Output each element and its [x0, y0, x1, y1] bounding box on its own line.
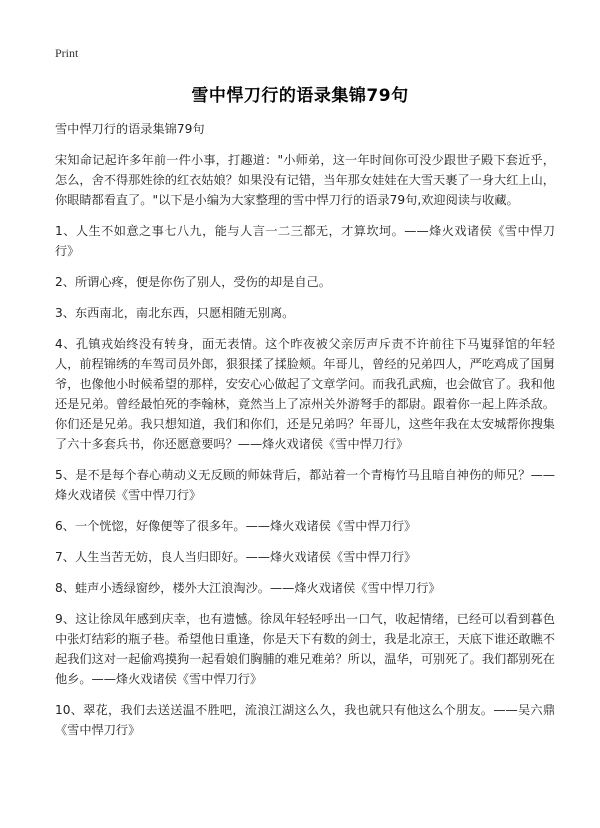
quote-item — [55, 547, 555, 567]
quote-item — [55, 609, 555, 689]
quote-number: 9、 — [55, 612, 76, 626]
quote-text: 所谓心疼，便是你伤了别人，受伤的却是自己。 — [74, 275, 331, 289]
quote-number: 7、 — [55, 550, 75, 564]
quote-item — [55, 700, 555, 740]
page-title: 雪中悍刀行的语录集锦79句 — [191, 86, 409, 106]
article-subtitle: 雪中悍刀行的语录集锦79句 — [55, 122, 205, 136]
article-body — [55, 119, 555, 751]
quote-number: 2、 — [55, 275, 75, 289]
quote-number: 6、 — [55, 519, 75, 533]
quote-text: 这让徐凤年感到庆幸，也有遗憾。徐凤年轻轻呼出一口气，收起情绪，已经可以看到暮色中张灯结彩的瓶子巷。希望他日重逢，你是天下有数的剑士，我是北凉王，天底下谁还敢瞧不起我们这对一起偷鸡摸狗一起看娘们胸脯的难兄难弟？所以，温华，可别死了。我们都别死在他乡。——烽火戏诸侯《雪中悍刀行》 — [55, 612, 555, 686]
quote-number: 3、 — [55, 306, 75, 320]
quote-item — [55, 578, 555, 598]
quote-text: 翠花，我们去送送温不胜吧，流浪江湖这么久，我也就只有他这么个朋友。——吴六鼎《雪中悍刀行》 — [55, 703, 556, 737]
quote-number: 4、 — [55, 337, 76, 351]
quote-text: 人生当苦无妨，良人当归即好。——烽火戏诸侯《雪中悍刀行》 — [74, 550, 417, 564]
quote-text: 是不是每个春心萌动义无反顾的师妹背后，都站着一个青梅竹马且暗自神伤的师兄？——烽火戏诸侯《雪中悍刀行》 — [55, 468, 555, 502]
print-label[interactable]: Print — [55, 46, 79, 60]
quote-number: 5、 — [55, 468, 76, 482]
quote-item — [55, 465, 555, 505]
quote-item — [55, 221, 555, 261]
article-intro: 宋知命记起许多年前一件小事，打趣道："小师弟，这一年时间你可没少跟世子殿下套近乎，怎么，舍不得那姓徐的红衣姑娘？如果没有记错，当年那女娃娃在大雪天裹了一身大红上山，你眼睛都看直了。"以下是小编为大家整理的雪中悍刀行的语录79句,欢迎阅读与收藏。 — [55, 153, 555, 207]
quote-text: 蛙声小透绿窗纱，楼外大江浪淘沙。——烽火戏诸侯《雪中悍刀行》 — [74, 581, 441, 595]
quote-item — [55, 334, 555, 454]
quote-number: 10、 — [55, 703, 84, 717]
quote-item — [55, 303, 555, 323]
quote-text: 孔镇戎始终没有转身，面无表情。这个昨夜被父亲厉声斥责不许前往下马嵬驿馆的年轻人，前程锦绣的车驾司员外郎，狠狠揉了揉脸颊。年哥儿，曾经的兄弟四人，严吃鸡成了国舅爷，也像他小时候希望的那样，安安心心做起了文章学问。而我孔武痴，也会做官了。我和他还是兄弟。曾经最怕死的李翰林，竟然当上了凉州关外游弩手的都尉。跟着你一起上阵杀敌。你们还是兄弟。我只想知道，我们和你们，还是兄弟吗？年哥儿，这些年我在太安城帮你搜集了六十多套兵书，你还愿意要吗？——烽火戏诸侯《雪中悍刀行》 — [55, 337, 555, 451]
quote-item — [55, 272, 555, 292]
quote-text: 一个恍惚，好像便等了很多年。——烽火戏诸侯《雪中悍刀行》 — [74, 519, 417, 533]
quote-number: 8、 — [55, 581, 75, 595]
quote-item — [55, 516, 555, 536]
quote-text: 人生不如意之事七八九，能与人言一二三都无，才算坎坷。——烽火戏诸侯《雪中悍刀行》 — [55, 224, 555, 258]
quote-number: 1、 — [55, 224, 76, 238]
quote-text: 东西南北，南北东西，只愿相随无别离。 — [74, 306, 295, 320]
